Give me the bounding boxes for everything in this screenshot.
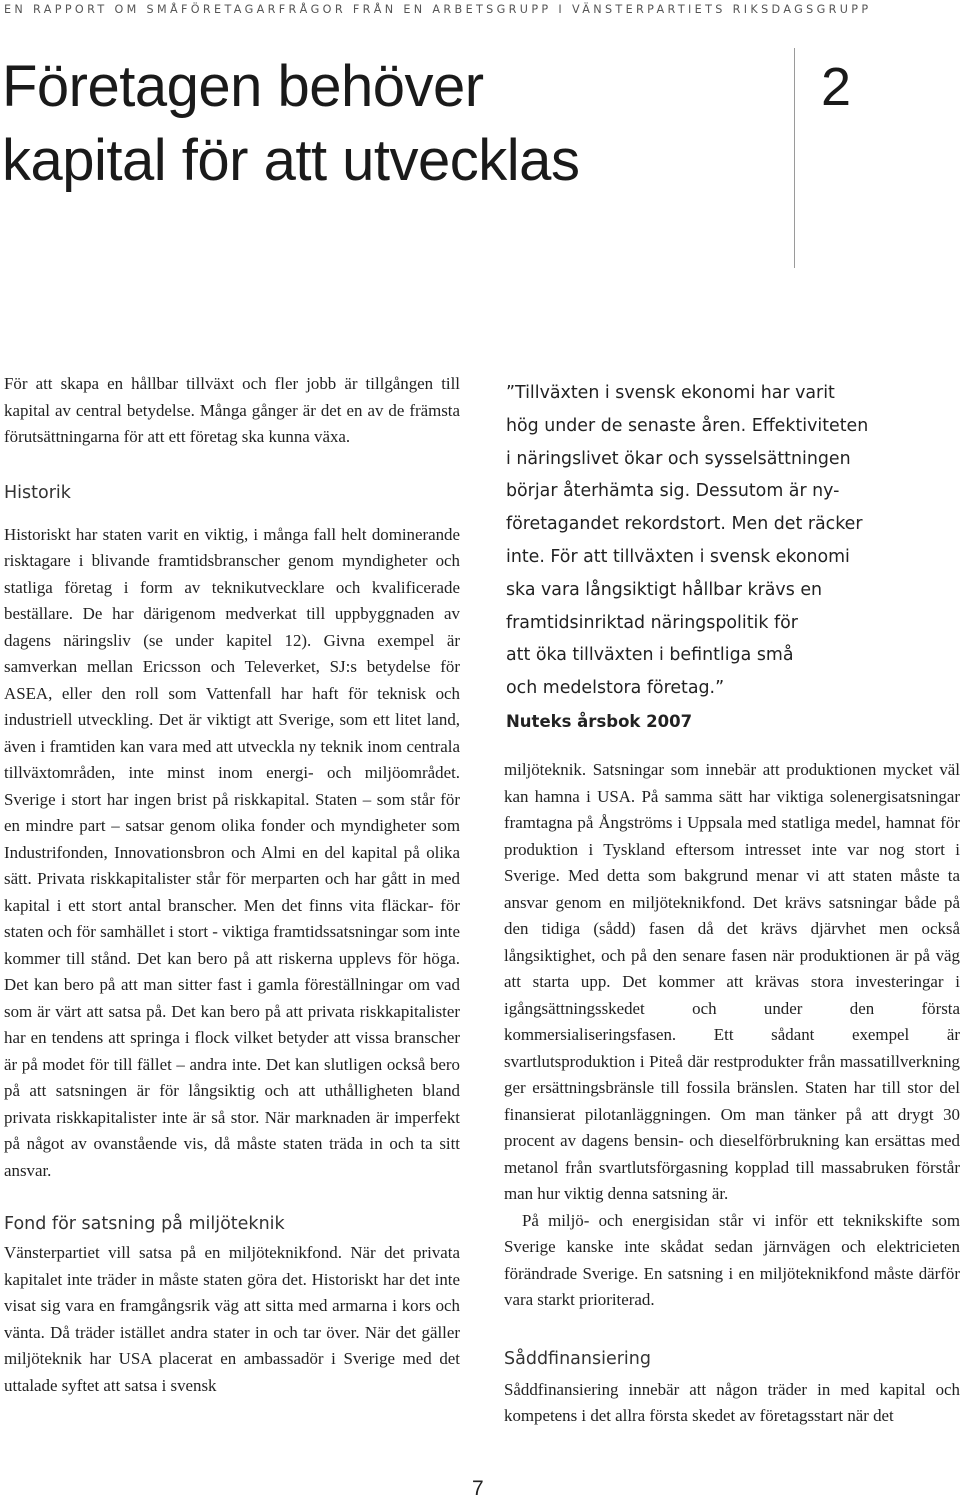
intro-paragraph: För att skapa en hållbar tillväxt och fler jobb är tillgången till kapital av central betydelse. Många gånger är det en av de främsta förutsättningarna för att ett företag ska kunna växa. (4, 374, 460, 446)
left-column (4, 371, 460, 1399)
pull-quote-line: börjar återhämta sig. Dessutom är ny- (506, 481, 840, 502)
chapter-title (2, 50, 579, 198)
chapter-number: 2 (821, 57, 852, 117)
pull-quote-line: företagandet rekordstort. Men det räcker (506, 514, 863, 535)
pull-quote-line: hög under de senaste åren. Effektiviteten (506, 415, 869, 436)
pull-quote-line: att öka tillväxten i befintliga små (506, 645, 794, 666)
saddfinansiering-paragraph: Såddfinansiering innebär att någon träder in med kapital och kompetens i det allra första skedet av företagsstart när det (504, 1379, 960, 1425)
teknikskifte-paragraph: På miljö- och energisidan står vi inför ett teknikskifte som Sverige kanske inte skådat sedan järnvägen och elektricieten förändrade Sverige. En satsning i en miljöteknikfond måste därför vara starkt prioriterad. (504, 1210, 960, 1309)
fond-heading: Fond för satsning på miljöteknik (4, 1214, 285, 1234)
historik-paragraph: Historiskt har staten varit en viktig, i många fall helt dominerande risktagare i blivande framtidsbranscher genom myndigheter och statliga företag i form av teknikutvecklare och kvalificerade beställare. De har därigenom medverkat till uppbyggnaden av dagens näringsliv (se under kapitel 12). Givna exempel är samverkan mellan Ericsson och Televerket, SJ:s betydelse för ASEA, eller den roll som Vattenfall har haft för teknisk och industriell utveckling. Det är viktigt att Sverige, som ett litet land, även i framtiden kan vara med att utveckla ny teknik inom centrala tillväxtområden, inte minst inom energi- och miljöområdet. Sverige i stort har ingen brist på riskkapital. Staten – som står för en mindre part – satsar genom olika fonder och myndigheter som Industrifonden, Innovationsbron och Almi en del kapital på olika sätt. Privata riskkapitalister står för merparten och har gått in med kapital i ett stort antal branscher. Men det finns vita fläckar- för staten och för samhället i stort - viktiga framtidssatsningar som inte kommer till stånd. Det kan bero på att riskerna upplevs för höga. Det kan bero på att man sitter fast i gamla föreställningar om vad som är värt att satsa på. Det kan bero på att privata riskkapitalister har en tendens att springa i flock vilket betyder att vissa branscher är på modet för till fället – andra inte. Det kan slutligen också bero på att satsningen är för långsiktig och att uthålligheten bland privata riskkapitalister inte är så stor. När marknaden är imperfekt på något av ovanstående vis, då måste staten träda in och ta sitt ansvar. (4, 524, 460, 1180)
chapter-divider-line (794, 48, 795, 268)
chapter-title-line-2: kapital för att utvecklas (2, 128, 580, 193)
saddfinansiering-heading: Såddfinansiering (504, 1348, 651, 1369)
fond-paragraph: Vänsterpartiet vill satsa på en miljöteknikfond. När det privata kapitalet inte träder in måste staten göra det. Historiskt har det inte visat sig vara en framgångsrik väg att sitta med armarna i kors och vänta. Då träder istället andra stater in och tar över. När det gäller miljöteknik har USA placerat en ambassadör i Sverige med det uttalade syftet att satsa i svensk (4, 1243, 460, 1395)
running-header: EN RAPPORT OM SMÅFÖRETAGARFRÅGOR FRÅN EN ARBETSGRUPP I VÄNSTERPARTIETS RIKSDAGSGRUPP (4, 3, 872, 16)
right-column (504, 757, 960, 1430)
pull-quote (506, 377, 960, 738)
pull-quote-line: ”Tillväxten i svensk ekonomi har varit (506, 383, 835, 403)
historik-heading: Historik (4, 482, 71, 503)
page-number: 7 (472, 1477, 484, 1500)
miljoteknik-paragraph: miljöteknik. Satsningar som innebär att produktionen mycket väl kan hamna i USA. På samma sätt har viktiga solenergisatsningar framtagna på Ångströms i Uppsala med statliga medel, hamnat för produktion i Tyskland eftersom intresset inte var nog stort i Sverige. Med detta som bakgrund menar vi att staten måste ta ansvar genom en miljöteknikfond. Det krävs satsningar både på den tidiga (sådd) fasen då det krävs djärvhet men också långsiktighet, och på den senare fasen när produktionen är på väg att starta upp. Det kommer att krävas stora investeringar i igångsättningsskedet och under den första kommersialiseringsfasen. Ett sådant exempel är svartlutsproduktion i Piteå där restprodukter från massatillverkning ger ersättningsbränsle till fossila bränslen. Staten har till stor del finansierat pilotanläggningen. Om man tänker på att drygt 30 procent av dagens bensin- och dieselförbrukning kan ersättas med metanol från svartlutsförgasning kopplad till massabruken förstår man hur viktig denna satsning är. (504, 760, 960, 1203)
pull-quote-source: Nuteks årsbok 2007 (506, 711, 693, 731)
chapter-title-line-1: Företagen behöver (2, 54, 484, 119)
pull-quote-line: inte. För att tillväxten i svensk ekonomi (506, 546, 850, 567)
pull-quote-line: i näringslivet ökar och sysselsättningen (506, 448, 851, 469)
pull-quote-line: ska vara långsiktigt hållbar krävs en (506, 579, 823, 600)
pull-quote-line: framtidsinriktad näringspolitik för (506, 612, 798, 633)
pull-quote-line: och medelstora företag.” (506, 678, 725, 699)
